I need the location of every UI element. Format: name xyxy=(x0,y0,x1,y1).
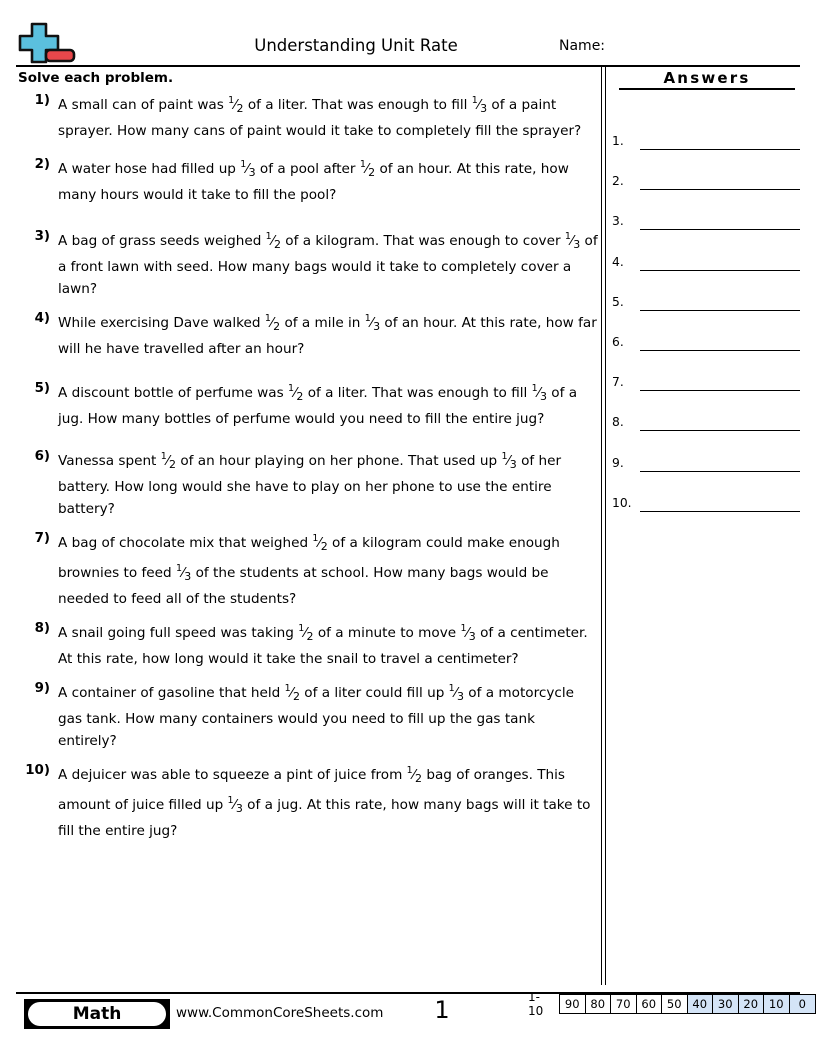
name-field-label: Name: xyxy=(559,38,606,54)
problem-item xyxy=(18,446,598,520)
answer-number: 8. xyxy=(612,415,624,430)
fraction: $^1⁄_3$ xyxy=(460,623,476,643)
fraction: $^1⁄_3$ xyxy=(364,313,381,333)
answer-blank-line[interactable] xyxy=(640,511,800,512)
answer-row[interactable] xyxy=(612,165,802,205)
answer-blank-line[interactable] xyxy=(640,189,800,190)
subject-badge-label: Math xyxy=(28,1002,166,1026)
answer-blank-line[interactable] xyxy=(640,310,800,311)
answer-row[interactable] xyxy=(612,487,802,527)
score-cell: 50 xyxy=(662,995,688,1013)
answer-row[interactable] xyxy=(612,286,802,326)
answer-row[interactable] xyxy=(612,246,802,286)
problem-number: 5) xyxy=(34,381,50,396)
score-cell: 20 xyxy=(739,995,765,1013)
answer-blank-line[interactable] xyxy=(640,229,800,230)
score-scale xyxy=(528,990,816,1018)
problem-text: A bag of chocolate mix that weighed $^1⁄_2$ of a kilogram could make enough brownies to feed $^1⁄_3$ of the students at school. How many bags would be needed to feed all of the students? xyxy=(58,533,560,607)
answer-number: 6. xyxy=(612,334,624,349)
problem-number: 6) xyxy=(34,449,50,464)
problem-item xyxy=(18,618,598,670)
answer-blank-line[interactable] xyxy=(640,471,800,472)
fraction: $^1⁄_2$ xyxy=(228,95,244,115)
fraction: $^1⁄_3$ xyxy=(531,383,547,403)
problem-item xyxy=(18,678,598,752)
answer-number: 5. xyxy=(612,294,624,309)
fraction: $^1⁄_3$ xyxy=(227,795,243,815)
problem-text: A snail going full speed was taking $^1⁄_2$ of a minute to move $^1⁄_3$ of a centimeter. At this rate, how long would it take the snail to travel a centimeter? xyxy=(58,623,588,667)
problem-number: 1) xyxy=(34,93,50,108)
problem-text: A dejuicer was able to squeeze a pint of juice from $^1⁄_2$ bag of oranges. This amount of juice filled up $^1⁄_3$ of a jug. At this rate, how many bags will it take to fill the entire jug? xyxy=(58,765,591,839)
score-cell: 40 xyxy=(688,995,714,1013)
problem-item xyxy=(18,378,598,430)
answer-number: 4. xyxy=(612,254,624,269)
fraction: $^1⁄_2$ xyxy=(284,683,300,703)
fraction: $^1⁄_3$ xyxy=(175,563,192,583)
score-cell: 60 xyxy=(637,995,663,1013)
fraction: $^1⁄_3$ xyxy=(240,159,256,179)
problem-item xyxy=(18,154,598,206)
page-title: Understanding Unit Rate xyxy=(254,36,458,55)
answers-column xyxy=(612,66,802,510)
score-cell-list xyxy=(559,994,816,1014)
problem-number: 7) xyxy=(34,531,50,546)
fraction: $^1⁄_2$ xyxy=(406,765,422,785)
problem-text: A container of gasoline that held $^1⁄_2$ of a liter could fill up $^1⁄_3$ of a motorcycle gas tank. How many containers would you need to fill up the gas tank entirely? xyxy=(58,683,575,749)
fraction: $^1⁄_2$ xyxy=(160,451,177,471)
fraction: $^1⁄_3$ xyxy=(501,451,517,471)
answer-number: 10. xyxy=(612,495,632,510)
fraction: $^1⁄_2$ xyxy=(312,533,328,553)
site-url-text: www.CommonCoreSheets.com xyxy=(176,1005,384,1021)
problem-text: A discount bottle of perfume was $^1⁄_2$ of a liter. That was enough to fill $^1⁄_3$ of a jug. How many bottles of perfume would you need to fill the entire jug? xyxy=(58,383,578,427)
answer-row[interactable] xyxy=(612,447,802,487)
problem-text: A small can of paint was $^1⁄_2$ of a liter. That was enough to fill $^1⁄_3$ of a paint sprayer. How many cans of paint would it take to completely fill the sprayer? xyxy=(58,95,582,139)
problem-item xyxy=(18,90,598,142)
score-cell: 0 xyxy=(790,995,816,1013)
score-cell: 90 xyxy=(560,995,586,1013)
column-divider xyxy=(601,66,606,985)
answer-row[interactable] xyxy=(612,125,802,165)
fraction: $^1⁄_2$ xyxy=(298,623,314,643)
page-number: 1 xyxy=(434,996,450,1024)
problem-text: A water hose had filled up $^1⁄_3$ of a pool after $^1⁄_2$ of an hour. At this rate, how many hours would it take to fill the pool? xyxy=(58,159,569,203)
fraction: $^1⁄_2$ xyxy=(359,159,376,179)
answer-line-list xyxy=(612,125,802,527)
score-cell: 10 xyxy=(764,995,790,1013)
fraction: $^1⁄_2$ xyxy=(264,313,281,333)
answer-blank-line[interactable] xyxy=(640,350,800,351)
score-cell: 70 xyxy=(611,995,637,1013)
fraction: $^1⁄_2$ xyxy=(265,231,281,251)
answer-row[interactable] xyxy=(612,326,802,366)
score-cell: 80 xyxy=(586,995,612,1013)
plus-minus-logo-icon xyxy=(16,22,86,64)
answer-row[interactable] xyxy=(612,406,802,446)
problem-item xyxy=(18,226,598,300)
answer-number: 9. xyxy=(612,455,624,470)
answer-number: 3. xyxy=(612,214,624,229)
answer-blank-line[interactable] xyxy=(640,430,800,431)
answers-heading: Answers xyxy=(619,66,795,90)
problem-number: 3) xyxy=(34,229,50,244)
answer-blank-line[interactable] xyxy=(640,149,800,150)
answer-number: 2. xyxy=(612,174,624,189)
problem-number: 8) xyxy=(34,621,50,636)
instruction-text: Solve each problem. xyxy=(18,70,174,86)
problem-number: 2) xyxy=(34,157,50,172)
answer-row[interactable] xyxy=(612,205,802,245)
problem-number: 4) xyxy=(34,311,50,326)
fraction: $^1⁄_3$ xyxy=(471,95,488,115)
problem-item xyxy=(18,528,598,610)
problem-text: A bag of grass seeds weighed $^1⁄_2$ of a kilogram. That was enough to cover $^1⁄_3$ of a front lawn with seed. How many bags would it take to completely cover a lawn? xyxy=(58,231,598,297)
problem-text: While exercising Dave walked $^1⁄_2$ of a mile in $^1⁄_3$ of an hour. At this rate, how far will he have travelled after an hour? xyxy=(58,313,597,357)
answer-blank-line[interactable] xyxy=(640,390,800,391)
problem-number: 9) xyxy=(34,681,50,696)
fraction: $^1⁄_2$ xyxy=(288,383,304,403)
answer-number: 1. xyxy=(612,134,624,148)
subject-badge xyxy=(24,999,170,1029)
answer-row[interactable] xyxy=(612,366,802,406)
problem-item xyxy=(18,760,598,842)
problem-text: Vanessa spent $^1⁄_2$ of an hour playing on her phone. That used up $^1⁄_3$ of her battery. How long would she have to play on her phone to use the entire battery? xyxy=(58,451,562,517)
problem-number: 10) xyxy=(25,763,50,778)
problem-item xyxy=(18,308,598,360)
score-cell: 30 xyxy=(713,995,739,1013)
fraction: $^1⁄_3$ xyxy=(448,683,464,703)
answer-number: 7. xyxy=(612,375,624,390)
page-header xyxy=(16,20,800,62)
score-range-label: 1-10 xyxy=(528,990,544,1018)
answer-blank-line[interactable] xyxy=(640,270,800,271)
problem-list xyxy=(18,90,598,852)
fraction: $^1⁄_3$ xyxy=(564,231,581,251)
